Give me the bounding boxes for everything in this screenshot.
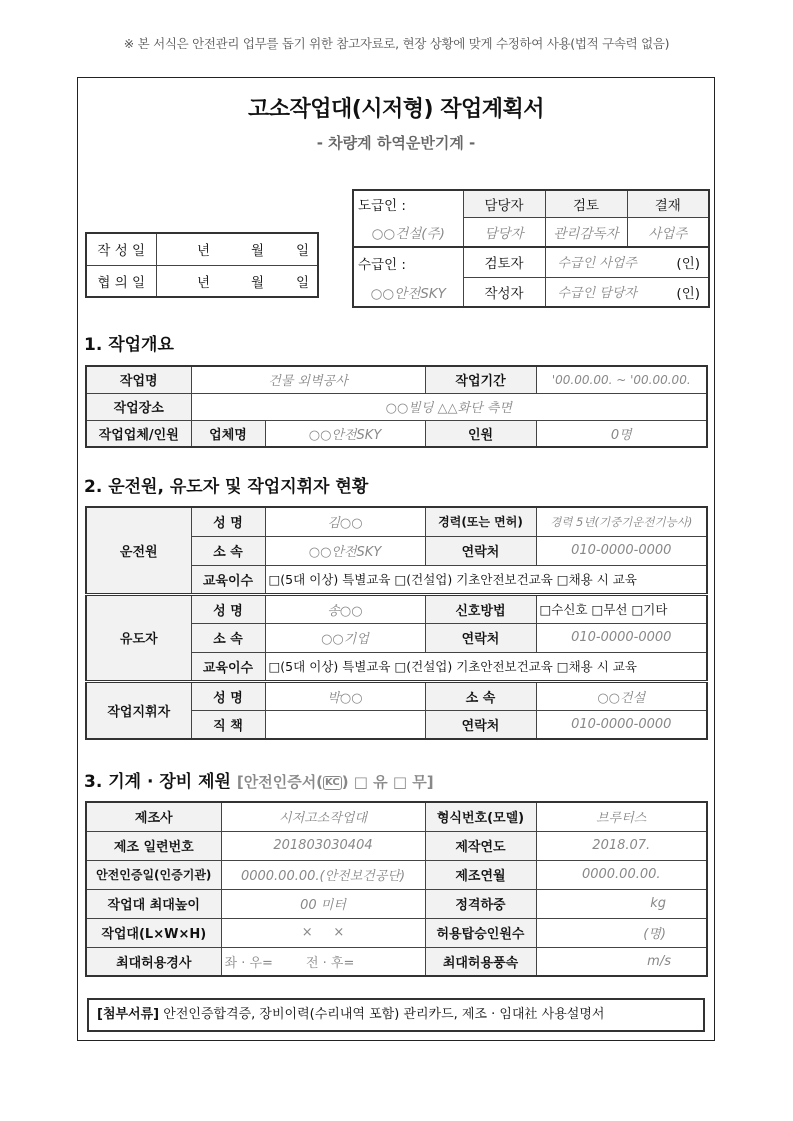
- reviewer-field[interactable]: [545, 247, 709, 277]
- spec-label: 허용탑승인원수: [425, 918, 536, 947]
- agreed-year[interactable]: 년: [156, 265, 210, 297]
- operator-affil-value[interactable]: ○○안전SKY: [265, 536, 425, 565]
- supervisor-affil-label: 소 속: [425, 681, 536, 710]
- spec-label: 안전인증일(인증기관): [86, 860, 221, 889]
- work-overview-table: [85, 365, 708, 448]
- supervisor-contact-value[interactable]: 010-0000-0000: [536, 710, 707, 739]
- section1-heading: 1. 작업개요: [84, 335, 174, 355]
- work-location-label: 작업장소: [86, 393, 191, 420]
- spec-label: 형식번호(모델): [425, 802, 536, 831]
- signer-supervisor[interactable]: 관리감독자: [545, 217, 627, 247]
- reviewer-label: 검토자: [463, 247, 545, 277]
- written-day[interactable]: 일: [264, 233, 318, 265]
- spec-label: 제작연도: [425, 831, 536, 860]
- guide-edu-checkboxes[interactable]: □(5대 이상) 특별교육 □(건설업) 기초안전보건교육 □채용 시 교육: [265, 652, 707, 681]
- guide-edu-label: 교육이수: [191, 652, 265, 681]
- signer-staff[interactable]: 담당자: [463, 217, 545, 247]
- spec-label: 정격하중: [425, 889, 536, 918]
- section3-title: 3. 기계 · 장비 제원: [84, 772, 231, 792]
- attachments-box: [87, 998, 705, 1032]
- supervisor-position-label: 직 책: [191, 710, 265, 739]
- written-date-label: 작 성 일: [86, 233, 156, 265]
- spec-value[interactable]: m/s: [536, 947, 707, 976]
- spec-label: 제조연월: [425, 860, 536, 889]
- date-table: [85, 232, 319, 298]
- work-period-value[interactable]: '00.00.00. ~ '00.00.00.: [536, 366, 707, 393]
- spec-value[interactable]: 0000.00.00.(안전보건공단): [221, 860, 425, 889]
- guide-affil-value[interactable]: ○○기업: [265, 623, 425, 652]
- spec-value[interactable]: 2018.07.: [536, 831, 707, 860]
- guide-contact-value[interactable]: 010-0000-0000: [536, 623, 707, 652]
- operator-name-label: 성 명: [191, 507, 265, 536]
- writer-seal: (인): [676, 285, 700, 302]
- guide-label: 유도자: [86, 594, 191, 681]
- work-period-label: 작업기간: [425, 366, 536, 393]
- supervisor-position-value[interactable]: [265, 710, 425, 739]
- section3-heading: [84, 767, 434, 792]
- writer-label: 작성자: [463, 277, 545, 307]
- written-year[interactable]: 년: [156, 233, 210, 265]
- company-name-label: 업체명: [191, 420, 265, 447]
- guide-name-label: 성 명: [191, 594, 265, 623]
- operator-edu-label: 교육이수: [191, 565, 265, 594]
- signer-owner[interactable]: 사업주: [627, 217, 709, 247]
- spec-label: 작업대 최대높이: [86, 889, 221, 918]
- operator-affil-label: 소 속: [191, 536, 265, 565]
- work-company-label: 작업업체/인원: [86, 420, 191, 447]
- work-name-value[interactable]: 건물 외벽공사: [191, 366, 425, 393]
- operator-career-label: 경력(또는 면허): [425, 507, 536, 536]
- cert-status: [237, 773, 434, 791]
- spec-label: 제조 일련번호: [86, 831, 221, 860]
- contractor-label: 도급인 :: [353, 190, 463, 217]
- spec-label: 제조사: [86, 802, 221, 831]
- headcount-label: 인원: [425, 420, 536, 447]
- document-subtitle: - 차량계 하역운반기계 -: [316, 134, 476, 152]
- reviewer-seal: (인): [676, 256, 700, 273]
- agreed-date-label: 협 의 일: [86, 265, 156, 297]
- approval-table: [352, 189, 710, 308]
- guide-affil-label: 소 속: [191, 623, 265, 652]
- written-month[interactable]: 월: [210, 233, 264, 265]
- spec-value[interactable]: 00 미터: [221, 889, 425, 918]
- spec-label: 최대허용풍속: [425, 947, 536, 976]
- supervisor-contact-label: 연락처: [425, 710, 536, 739]
- reviewer-value: 수급인 사업주: [557, 256, 637, 272]
- operator-contact-label: 연락처: [425, 536, 536, 565]
- equipment-spec-table: [85, 801, 708, 977]
- operator-name-value[interactable]: 김○○: [265, 507, 425, 536]
- attachments-text: 안전인증합격증, 장비이력(수리내역 포함) 관리카드, 제조 · 임대社 사용설명서: [163, 1007, 605, 1022]
- spec-label: 최대허용경사: [86, 947, 221, 976]
- writer-value: 수급인 담당자: [557, 285, 637, 301]
- supervisor-affil-value[interactable]: ○○건설: [536, 681, 707, 710]
- spec-value[interactable]: × ×: [221, 918, 425, 947]
- contractor-value[interactable]: ○○건설(주): [353, 217, 463, 247]
- operator-label: 운전원: [86, 507, 191, 594]
- spec-value[interactable]: 시저고소작업대: [221, 802, 425, 831]
- spec-value[interactable]: (명): [536, 918, 707, 947]
- company-name-value[interactable]: ○○안전SKY: [265, 420, 425, 447]
- operator-career-value[interactable]: 경력 5년(기중기운전기능사): [536, 507, 707, 536]
- headcount-value[interactable]: 0명: [536, 420, 707, 447]
- approval-header-approve: 결재: [627, 190, 709, 217]
- supervisor-label: 작업지휘자: [86, 681, 191, 739]
- work-name-label: 작업명: [86, 366, 191, 393]
- agreed-day[interactable]: 일: [264, 265, 318, 297]
- spec-value[interactable]: kg: [536, 889, 707, 918]
- operator-contact-value[interactable]: 010-0000-0000: [536, 536, 707, 565]
- operator-edu-checkboxes[interactable]: □(5대 이상) 특별교육 □(건설업) 기초안전보건교육 □채용 시 교육: [265, 565, 707, 594]
- spec-label: 작업대(L×W×H): [86, 918, 221, 947]
- disclaimer-notice: ※ 본 서식은 안전관리 업무를 돕기 위한 참고자료로, 현장 상황에 맞게 수정하여 사용(법적 구속력 없음): [123, 36, 670, 51]
- guide-contact-label: 연락처: [425, 623, 536, 652]
- approval-header-review: 검토: [545, 190, 627, 217]
- personnel-table: [85, 506, 708, 740]
- approval-header-staff: 담당자: [463, 190, 545, 217]
- supervisor-name-label: 성 명: [191, 681, 265, 710]
- subcontractor-value[interactable]: ○○안전SKY: [353, 277, 463, 307]
- section2-heading: 2. 운전원, 유도자 및 작업지휘자 현황: [84, 477, 369, 497]
- attachments-label: [첨부서류]: [97, 1007, 160, 1022]
- spec-value[interactable]: 브루터스: [536, 802, 707, 831]
- guide-signal-checkboxes[interactable]: □수신호 □무선 □기타: [536, 594, 707, 623]
- supervisor-name-value[interactable]: 박○○: [265, 681, 425, 710]
- spec-value[interactable]: 0000.00.00.: [536, 860, 707, 889]
- work-location-value[interactable]: ○○빌딩 △△화단 측면: [191, 393, 707, 420]
- guide-name-value[interactable]: 송○○: [265, 594, 425, 623]
- kc-mark-icon: KC: [325, 776, 340, 788]
- cert-checkboxes[interactable]: ) □ 유 □ 무]: [341, 773, 434, 791]
- writer-field[interactable]: [545, 277, 709, 307]
- document-title: 고소작업대(시저형) 작업계획서: [247, 97, 545, 122]
- subcontractor-label: 수급인 :: [353, 247, 463, 277]
- agreed-month[interactable]: 월: [210, 265, 264, 297]
- cert-prefix: [안전인증서(: [236, 773, 324, 791]
- spec-value[interactable]: 좌 · 우= 전 · 후=: [221, 947, 425, 976]
- guide-signal-label: 신호방법: [425, 594, 536, 623]
- spec-value[interactable]: 201803030404: [221, 831, 425, 860]
